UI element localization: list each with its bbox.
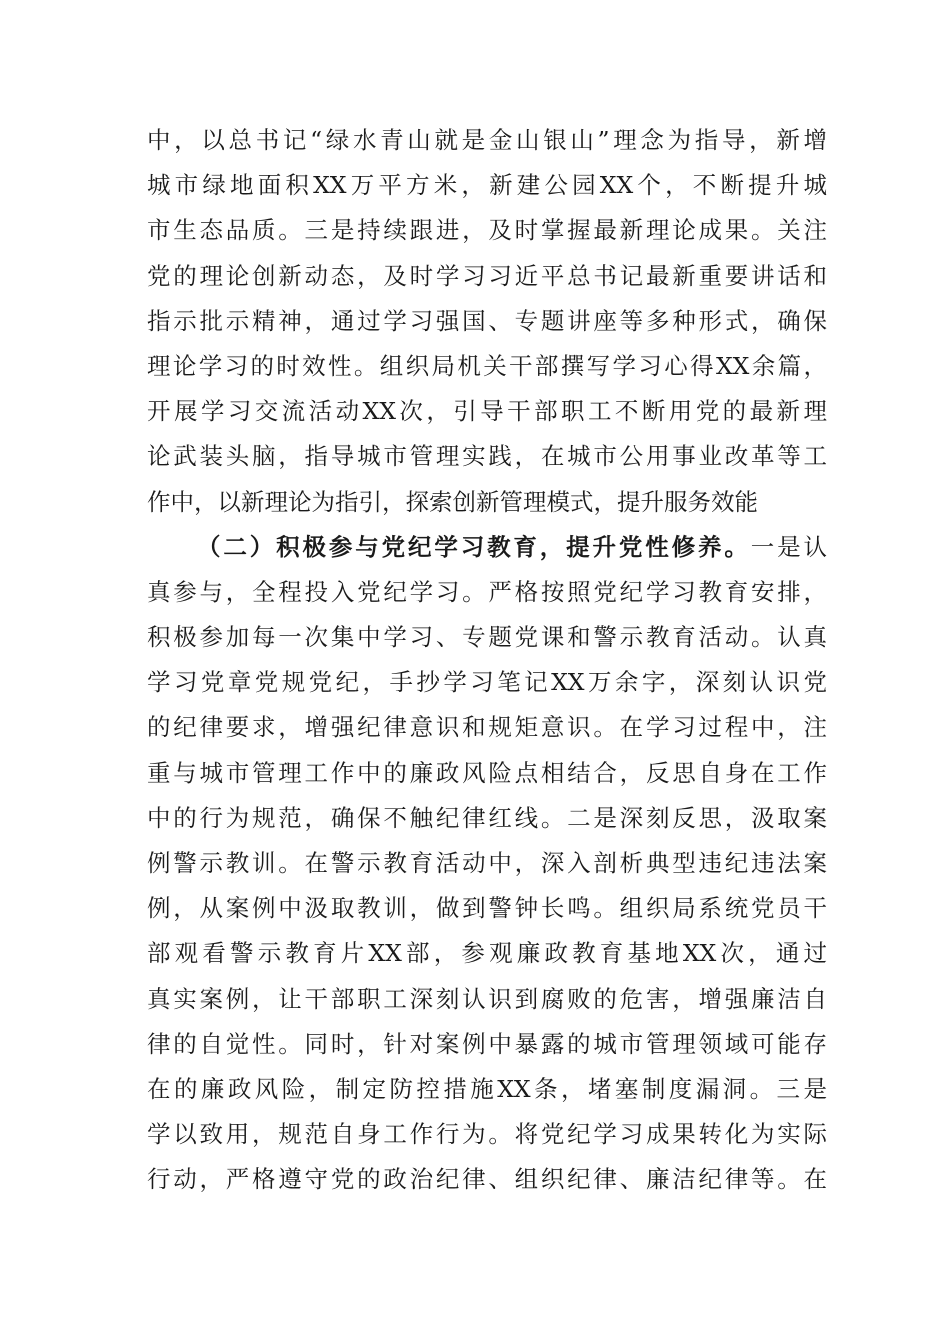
- paragraph-line: 例，从案例中汲取教训，做到警钟长鸣。组织局系统党员干: [147, 894, 827, 923]
- paragraph-line: 城市绿地面积XX万平方米，新建公园XX个，不断提升城: [147, 171, 827, 200]
- paragraph-line: 理论学习的时效性。组织局机关干部撰写学习心得XX余篇，: [147, 351, 827, 380]
- paragraph-line: 中，以总书记“绿水青山就是金山银山”理念为指导，新增: [147, 126, 827, 154]
- body-text: [147, 118, 827, 1203]
- section-heading: （二）积极参与党纪学习教育，提升党性修养。: [197, 532, 751, 561]
- section-heading-continuation: 一是认: [750, 532, 828, 561]
- paragraph-line: 重与城市管理工作中的廉政风险点相结合，反思自身在工作: [147, 758, 827, 787]
- paragraph-line: 学以致用，规范自身工作行为。将党纪学习成果转化为实际: [147, 1120, 827, 1149]
- paragraph-line: 真参与，全程投入党纪学习。严格按照党纪学习教育安排，: [147, 577, 827, 606]
- paragraph-line: 中的行为规范，确保不触纪律红线。二是深刻反思，汲取案: [147, 803, 827, 832]
- paragraph-line: 积极参加每一次集中学习、专题党课和警示教育活动。认真: [147, 623, 827, 652]
- paragraph-line: 作中，以新理论为指引，探索创新管理模式，提升服务效能: [147, 487, 758, 516]
- paragraph-line: 律的自觉性。同时，针对案例中暴露的城市管理领域可能存: [147, 1029, 827, 1058]
- paragraph-line: 真实案例，让干部职工深刻认识到腐败的危害，增强廉洁自: [147, 984, 827, 1013]
- paragraph-line: 在的廉政风险，制定防控措施XX条，堵塞制度漏洞。三是: [147, 1074, 827, 1103]
- section-heading-line: [147, 525, 827, 570]
- paragraph-line: 行动，严格遵守党的政治纪律、组织纪律、廉洁纪律等。在: [147, 1165, 827, 1194]
- paragraph-line: 论武装头脑，指导城市管理实践，在城市公用事业改革等工: [147, 442, 827, 471]
- paragraph-line: 学习党章党规党纪，手抄学习笔记XX万余字，深刻认识党: [147, 668, 827, 697]
- paragraph-line: 市生态品质。三是持续跟进，及时掌握最新理论成果。关注: [147, 216, 827, 245]
- paragraph-line: 党的理论创新动态，及时学习习近平总书记最新重要讲话和: [147, 261, 827, 290]
- paragraph-line: 部观看警示教育片XX部，参观廉政教育基地XX次，通过: [147, 939, 827, 968]
- paragraph-line: 指示批示精神，通过学习强国、专题讲座等多种形式，确保: [147, 306, 827, 335]
- paragraph-line: 开展学习交流活动XX次，引导干部职工不断用党的最新理: [147, 397, 827, 426]
- paragraph-line: 的纪律要求，增强纪律意识和规矩意识。在学习过程中，注: [147, 713, 827, 742]
- paragraph-line: 例警示教训。在警示教育活动中，深入剖析典型违纪违法案: [147, 849, 827, 877]
